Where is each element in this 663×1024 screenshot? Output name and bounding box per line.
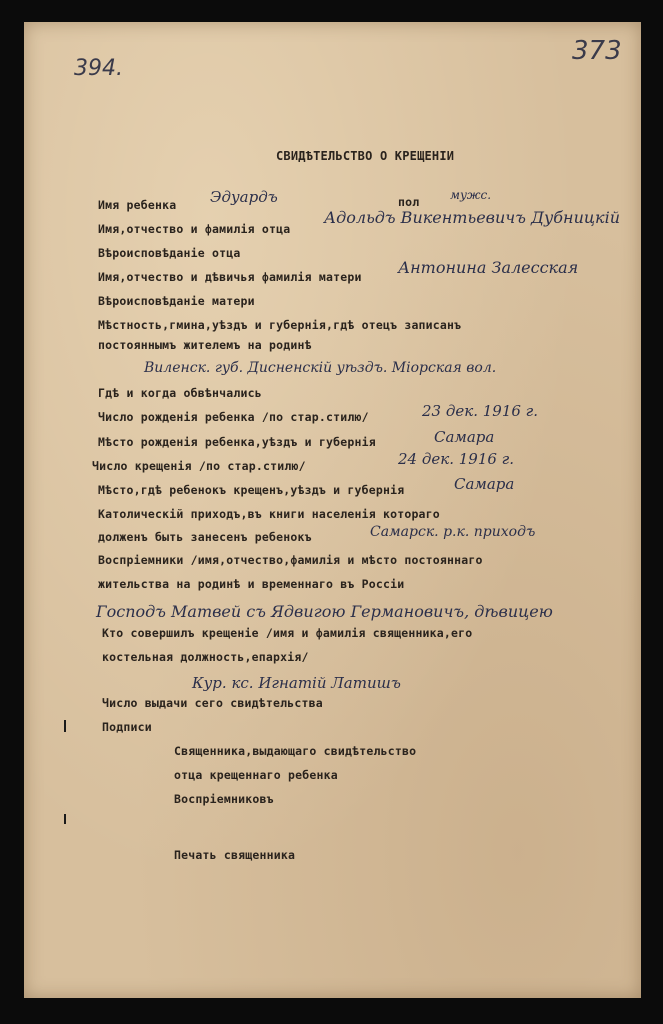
- field-label-godparents-cont: жительства на родинѣ и временнаго въ Россіи: [98, 577, 405, 591]
- field-label-marriage: Гдѣ и когда обвѣнчались: [98, 386, 262, 400]
- field-label-birth-place: Мѣсто рожденія ребенка,уѣздъ и губернія: [98, 435, 376, 449]
- margin-mark: [64, 814, 66, 824]
- handwritten-priest: Кур. кс. Игнатій Латишъ: [192, 674, 401, 692]
- handwritten-mother: Антонина Залесская: [398, 258, 579, 277]
- page-number-right: 373: [572, 36, 622, 66]
- handwritten-father: Адольдъ Викентьевичъ Дубницкій: [324, 208, 621, 227]
- field-label-priest-signature: Священника,выдающаго свидѣтельство: [174, 744, 417, 758]
- handwritten-godparents: Господъ Матвей съ Ядвигою Германовичъ, дѣвицею: [96, 602, 553, 621]
- field-label-seal: Печать священника: [174, 848, 296, 862]
- field-label-mother-religion: Вѣроисповѣданіе матери: [98, 294, 255, 308]
- field-label-godparents: Воспріемники /имя,отчество,фамилія и мѣсто постояннаго: [98, 553, 483, 567]
- field-label-mother: Имя,отчество и дѣвичья фамилія матери: [98, 270, 362, 284]
- field-label-birth-date: Число рожденія ребенка /по стар.стилю/: [98, 410, 369, 424]
- document-page: [24, 22, 641, 998]
- field-label-signatures: Подписи: [102, 720, 152, 734]
- field-label-sex: пол: [398, 195, 420, 209]
- field-label-godparents-signature: Воспріемниковъ: [174, 792, 274, 806]
- handwritten-parish: Самарск. р.к. приходъ: [370, 524, 536, 540]
- field-label-residence-cont: постояннымъ жителемъ на родинѣ: [98, 338, 312, 352]
- field-label-baptism-place: Мѣсто,гдѣ ребенокъ крещенъ,уѣздъ и губернія: [98, 483, 405, 497]
- handwritten-birth-date: 23 дек. 1916 г.: [422, 402, 539, 420]
- field-label-priest: Кто совершилъ крещеніе /имя и фамилія священника,его: [102, 626, 473, 640]
- field-label-father-signature: отца крещеннаго ребенка: [174, 768, 338, 782]
- field-label-residence: Мѣстность,гмина,уѣздъ и губернія,гдѣ отецъ записанъ: [98, 318, 462, 332]
- field-label-father-religion: Вѣроисповѣданіе отца: [98, 246, 241, 260]
- document-title: СВИДѢТЕЛЬСТВО О КРЕЩЕНІИ: [276, 149, 455, 163]
- handwritten-birth-place: Самара: [434, 428, 495, 446]
- field-label-priest-cont: костельная должность,епархія/: [102, 650, 309, 664]
- handwritten-baptism-date: 24 дек. 1916 г.: [398, 450, 515, 468]
- field-label-parish-cont: долженъ быть занесенъ ребенокъ: [98, 530, 312, 544]
- handwritten-child-name: Эдуардъ: [210, 188, 278, 206]
- handwritten-baptism-place: Самара: [454, 475, 515, 493]
- field-label-father: Имя,отчество и фамилія отца: [98, 222, 291, 236]
- handwritten-sex: мужс.: [450, 188, 492, 202]
- field-label-baptism-date: Число крещенія /по стар.стилю/: [92, 459, 306, 473]
- field-label-child-name: Имя ребенка: [98, 198, 177, 212]
- handwritten-residence: Виленск. губ. Дисненскій уѣздъ. Міорская вол.: [144, 360, 497, 376]
- field-label-parish: Католическій приходъ,въ книги населенія котораго: [98, 507, 440, 521]
- margin-mark: [64, 720, 66, 732]
- page-number-left: 394.: [74, 56, 123, 81]
- field-label-issue-date: Число выдачи сего свидѣтельства: [102, 696, 323, 710]
